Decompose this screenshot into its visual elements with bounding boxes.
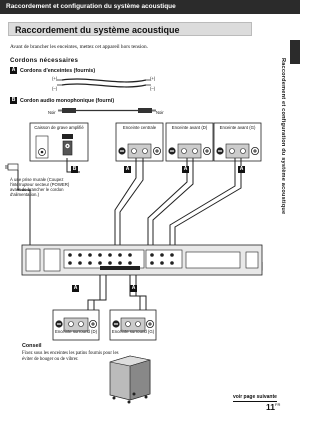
diagram-badge-b: B [72, 166, 77, 172]
diagram-badge-a-center: A [125, 166, 130, 172]
surround-right-label: Enceinte surround (D) [54, 329, 98, 334]
badge-b: B [11, 97, 16, 103]
cable-a-text: Cordons d'enceintes (fournis) [20, 67, 96, 74]
diagram-badge-a-surround-left: A [131, 285, 136, 291]
speakers-label-strip [100, 266, 140, 270]
front-right-label: Enceinte avant (D) [171, 125, 208, 130]
cable-b-end-right: Noir [156, 110, 164, 115]
tip-title: Conseil [22, 343, 42, 349]
plus-label-left: (+) [52, 76, 58, 81]
section-header: Raccordement et configuration du système acoustique [0, 0, 300, 14]
surround-left-label: Enceinte surround (G) [111, 329, 155, 334]
cable-b-end-left: Noir [48, 110, 56, 115]
required-cables-heading: Cordons nécessaires [10, 57, 79, 64]
plus-label-right: (+) [150, 76, 156, 81]
badge-a: A [11, 67, 16, 73]
page-number-suffix: FR [275, 402, 281, 408]
page-number [266, 402, 280, 412]
speaker-cable-illustration [57, 79, 151, 87]
page-title: Raccordement du système acoustique [8, 22, 252, 36]
power-plug-icon [5, 164, 18, 170]
diagram-badge-a-surround-right: A [73, 285, 78, 291]
wall-outlet-note: À une prise murale (Coupez l'interrupteur secteur (POWER) avant de brancher le cordon d'alimentation.) [10, 177, 70, 198]
diagram-badge-a-front-left: A [239, 166, 244, 172]
cable-b-text: Cordon audio monophonique (fourni) [20, 97, 115, 104]
center-speaker-label: Enceinte centrale [122, 125, 157, 130]
side-tab-text: Raccordement et configuration du système acoustique [280, 58, 286, 215]
receiver-rear-panel [22, 245, 262, 275]
surround-left-speaker-box [110, 310, 156, 340]
surround-right-speaker-box [53, 310, 99, 340]
front-left-label: Enceinte avant (G) [219, 125, 256, 130]
minus-label-right: (–) [150, 86, 156, 91]
subwoofer-input-label [62, 134, 73, 139]
page-number-value: 11 [266, 402, 275, 412]
tip-text-line-2: éviter de bouger ou de vibrer. [22, 357, 79, 363]
minus-label-left: (–) [52, 86, 58, 91]
mono-cable-illustration [58, 108, 156, 113]
tip-text-line-1: Fixez sous les enceintes les patins fournis pour les [22, 351, 119, 356]
next-page-link[interactable]: voir page suivante [233, 394, 277, 400]
diagram-badge-a-front-right: A [183, 166, 188, 172]
tip-text [22, 351, 118, 363]
intro-text: Avant de brancher les enceintes, mettez cet appareil hors tension. [10, 44, 149, 50]
subwoofer-label: Caisson de grave amplifié [34, 125, 84, 130]
